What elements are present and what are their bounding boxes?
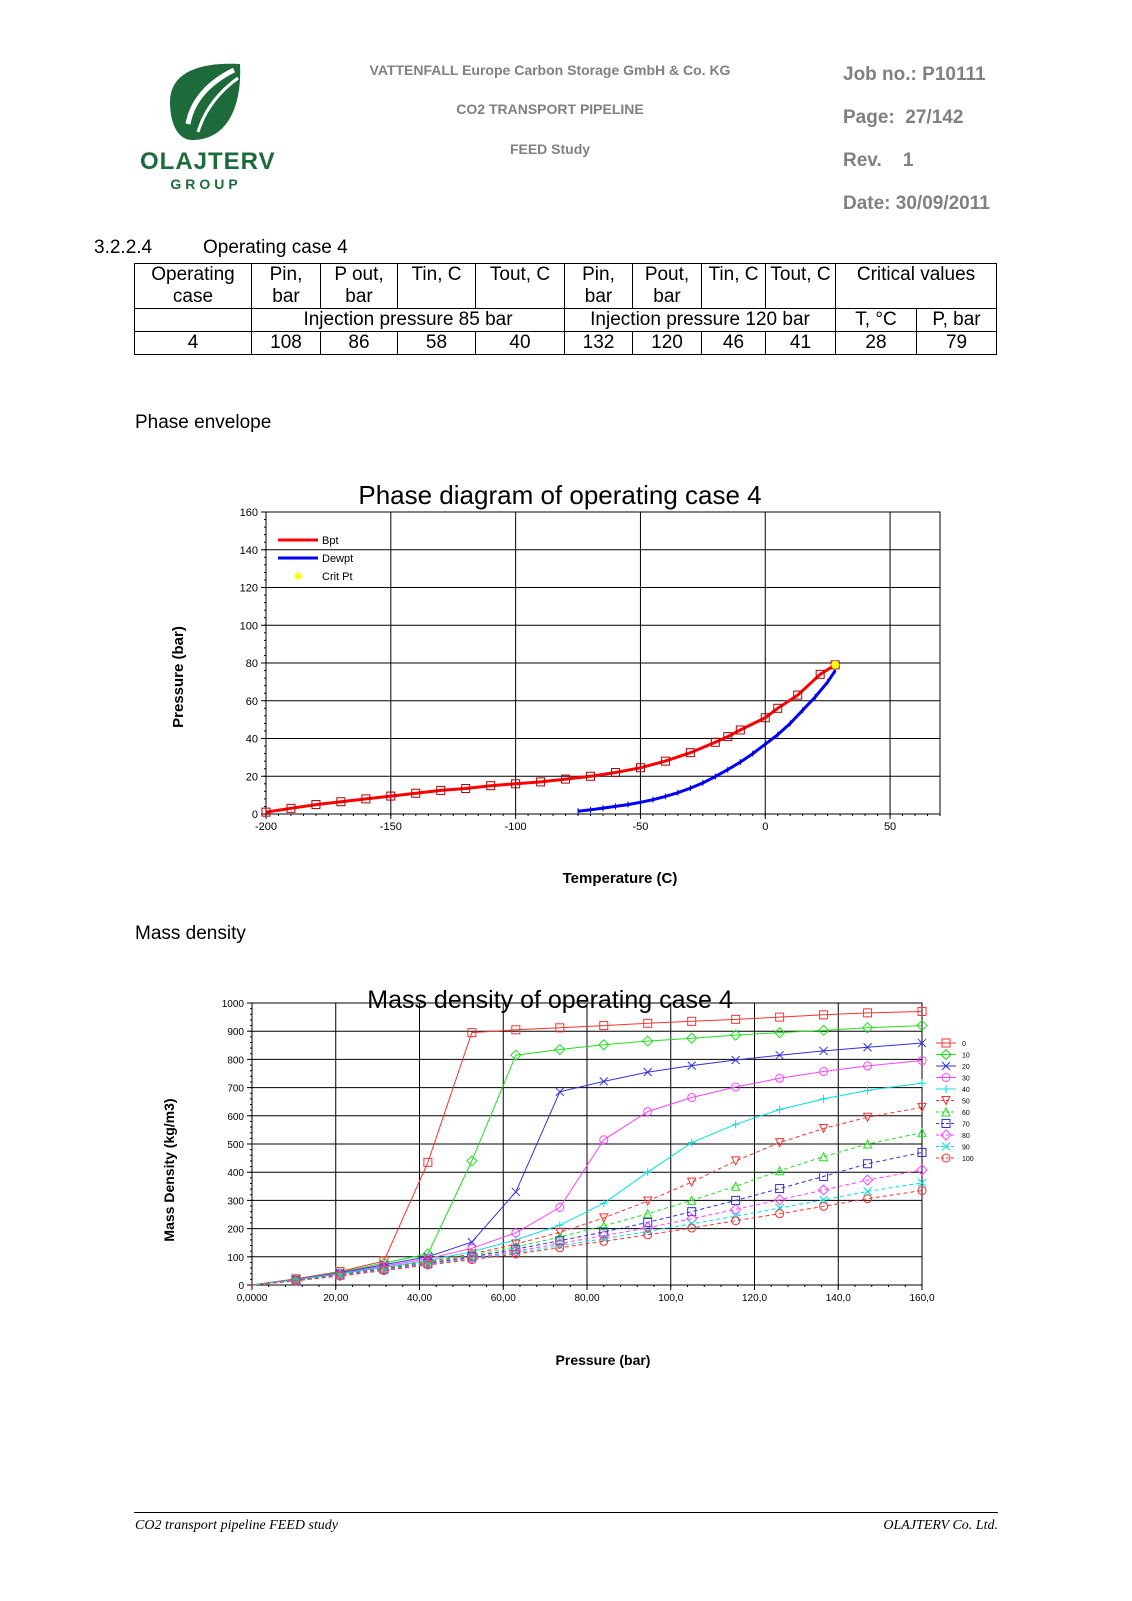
legend-label: 0 bbox=[962, 1041, 966, 1048]
header-project: CO2 TRANSPORT PIPELINE bbox=[456, 101, 644, 117]
legend-label: Bpt bbox=[322, 535, 339, 547]
chart-title: Mass density of operating case 4 bbox=[367, 986, 733, 1014]
chart-title: Phase diagram of operating case 4 bbox=[358, 480, 762, 510]
data-point bbox=[688, 1208, 696, 1216]
x-tick-label: 40,00 bbox=[406, 1293, 433, 1304]
x-tick-label: 140,0 bbox=[825, 1293, 851, 1304]
olajterv-leaf-logo-icon bbox=[140, 62, 272, 142]
y-tick-label: 300 bbox=[227, 1196, 244, 1208]
data-point bbox=[688, 1178, 696, 1186]
table-subheader-row bbox=[135, 309, 997, 332]
header-cell: Tout, C bbox=[476, 264, 565, 309]
header-job-number: Job no.: P10111 bbox=[843, 64, 986, 85]
footer-right: OLAJTERV Co. Ltd. bbox=[883, 1518, 998, 1533]
x-tick-label: 0 bbox=[762, 821, 769, 833]
y-tick-label: 140 bbox=[239, 544, 258, 557]
table-cell: 28 bbox=[836, 332, 917, 355]
legend-label: 20 bbox=[962, 1064, 970, 1071]
legend-label: 60 bbox=[962, 1110, 970, 1117]
data-point bbox=[832, 661, 839, 668]
header-cell: Critical values bbox=[836, 264, 997, 309]
header-cell: Pout, bar bbox=[633, 264, 702, 309]
footer-left: CO2 transport pipeline FEED study bbox=[135, 1518, 338, 1533]
y-tick-label: 400 bbox=[227, 1168, 244, 1180]
legend-label: Dewpt bbox=[322, 553, 354, 565]
caption-mass-density: Mass density bbox=[135, 923, 246, 944]
data-point bbox=[820, 1095, 828, 1103]
legend-label: 90 bbox=[962, 1144, 970, 1152]
y-tick-label: 100 bbox=[227, 1252, 244, 1264]
data-point bbox=[776, 1106, 784, 1114]
x-tick-label: -150 bbox=[379, 821, 402, 833]
y-tick-label: 60 bbox=[245, 695, 258, 708]
legend-swatch bbox=[295, 573, 302, 580]
subheader-cell: Injection pressure 120 bar bbox=[565, 309, 836, 332]
empty-cell bbox=[135, 309, 252, 332]
y-tick-label: 700 bbox=[227, 1083, 244, 1095]
legend-label: 80 bbox=[962, 1133, 970, 1140]
y-tick-label: 80 bbox=[245, 658, 258, 670]
header-cell: Pin, bar bbox=[252, 264, 321, 309]
series-line bbox=[578, 671, 835, 812]
data-point bbox=[776, 1139, 784, 1147]
table-row bbox=[135, 332, 997, 355]
mass-density-chart bbox=[150, 975, 1010, 1385]
table-cell: 108 bbox=[252, 332, 321, 355]
x-tick-label: 80,00 bbox=[574, 1293, 600, 1304]
x-tick-label: 160,0 bbox=[909, 1293, 935, 1304]
table-cell: 86 bbox=[321, 332, 398, 355]
x-tick-label: 100,0 bbox=[658, 1293, 684, 1304]
data-point bbox=[820, 1153, 828, 1161]
x-axis-label: Pressure (bar) bbox=[555, 1352, 651, 1368]
y-tick-label: 200 bbox=[227, 1224, 244, 1236]
x-tick-label: -100 bbox=[504, 821, 527, 833]
header-page-number: Page: 27/142 bbox=[843, 107, 964, 128]
data-point bbox=[512, 1188, 520, 1196]
table-cell: 132 bbox=[565, 332, 633, 355]
x-tick-label: 0,0000 bbox=[236, 1293, 268, 1304]
x-tick-label: -50 bbox=[632, 821, 649, 833]
y-tick-label: 800 bbox=[227, 1055, 244, 1067]
table-header-row bbox=[135, 264, 997, 309]
y-tick-label: 900 bbox=[227, 1027, 244, 1039]
x-axis-label: Temperature (C) bbox=[562, 870, 678, 887]
operating-case-table bbox=[134, 263, 997, 355]
legend-label: Crit Pt bbox=[322, 571, 353, 583]
table-cell: 4 bbox=[135, 332, 252, 355]
y-tick-label: 600 bbox=[227, 1111, 244, 1123]
logo-name: OLAJTERV bbox=[140, 148, 276, 175]
table-cell: 79 bbox=[917, 332, 997, 355]
y-tick-label: 1000 bbox=[221, 999, 244, 1010]
table-cell: 58 bbox=[398, 332, 476, 355]
series-80 bbox=[252, 1165, 927, 1286]
y-tick-label: 120 bbox=[239, 582, 258, 595]
subheader-cell: P, bar bbox=[917, 309, 997, 332]
legend-label: 50 bbox=[962, 1098, 970, 1106]
legend-label: 30 bbox=[962, 1075, 970, 1083]
table-cell: 40 bbox=[476, 332, 565, 355]
legend-label: 100 bbox=[962, 1156, 974, 1163]
header-cell: Tin, C bbox=[702, 264, 766, 309]
data-point bbox=[864, 1160, 872, 1168]
y-tick-label: 500 bbox=[227, 1140, 244, 1151]
x-tick-label: 20,00 bbox=[323, 1293, 349, 1304]
header-cell: P out, bar bbox=[321, 264, 398, 309]
legend-label: 70 bbox=[962, 1121, 970, 1129]
header-date: Date: 30/09/2011 bbox=[843, 193, 990, 214]
header-study: FEED Study bbox=[509, 141, 591, 157]
header-cell: Operating case bbox=[135, 264, 252, 309]
header-revision: Rev. 1 bbox=[843, 150, 914, 171]
footer-divider bbox=[134, 1512, 998, 1513]
series-10 bbox=[252, 1021, 927, 1285]
legend-label: 10 bbox=[962, 1052, 970, 1060]
data-point bbox=[732, 1182, 740, 1190]
subheader-cell: Injection pressure 85 bar bbox=[252, 309, 565, 332]
series-70 bbox=[252, 1148, 926, 1285]
data-point bbox=[776, 1185, 784, 1193]
data-point bbox=[688, 1139, 696, 1147]
header-cell: Tin, C bbox=[398, 264, 476, 309]
y-axis-label: Mass Density (kg/m3) bbox=[161, 1098, 177, 1242]
data-point bbox=[600, 1077, 608, 1085]
data-point bbox=[918, 1079, 926, 1087]
series-dewpt bbox=[578, 668, 835, 815]
y-axis-label: Pressure (bar) bbox=[170, 626, 187, 728]
series-60 bbox=[252, 1129, 926, 1285]
data-point bbox=[556, 1088, 564, 1096]
y-tick-label: 160 bbox=[239, 507, 258, 519]
header-company: VATTENFALL Europe Carbon Storage GmbH & Co. KG bbox=[369, 62, 731, 78]
y-tick-label: 100 bbox=[239, 620, 258, 633]
header-cell: Pin, bar bbox=[565, 264, 633, 309]
header-cell: Tout, C bbox=[766, 264, 836, 309]
series-40 bbox=[252, 1079, 926, 1285]
series-crit-pt bbox=[832, 661, 839, 668]
legend-label: 40 bbox=[962, 1087, 970, 1094]
legend-marker bbox=[942, 1085, 950, 1093]
x-tick-label: 50 bbox=[883, 821, 897, 833]
table-cell: 46 bbox=[702, 332, 766, 355]
data-point bbox=[644, 1168, 652, 1176]
data-point bbox=[819, 1185, 829, 1195]
y-tick-label: 0 bbox=[238, 1281, 244, 1292]
y-tick-label: 20 bbox=[245, 771, 258, 784]
data-point bbox=[864, 1113, 872, 1121]
data-point bbox=[732, 1120, 740, 1128]
company-logo bbox=[140, 62, 276, 197]
table-cell: 41 bbox=[766, 332, 836, 355]
data-point bbox=[732, 1157, 740, 1165]
logo-group: GROUP bbox=[170, 176, 242, 192]
subheader-cell: T, °C bbox=[836, 309, 917, 332]
x-tick-label: 60,00 bbox=[490, 1293, 516, 1304]
y-tick-label: 40 bbox=[245, 733, 258, 746]
section-number: 3.2.2.4 bbox=[94, 237, 153, 258]
section-title: Operating case 4 bbox=[203, 237, 348, 258]
table-cell: 120 bbox=[633, 332, 702, 355]
x-tick-label: 120,0 bbox=[741, 1293, 768, 1304]
caption-phase-envelope: Phase envelope bbox=[135, 412, 272, 433]
phase-diagram-chart bbox=[150, 470, 1010, 890]
x-tick-label: -200 bbox=[254, 821, 278, 833]
y-tick-label: 0 bbox=[251, 809, 258, 821]
series-30 bbox=[252, 1057, 926, 1285]
